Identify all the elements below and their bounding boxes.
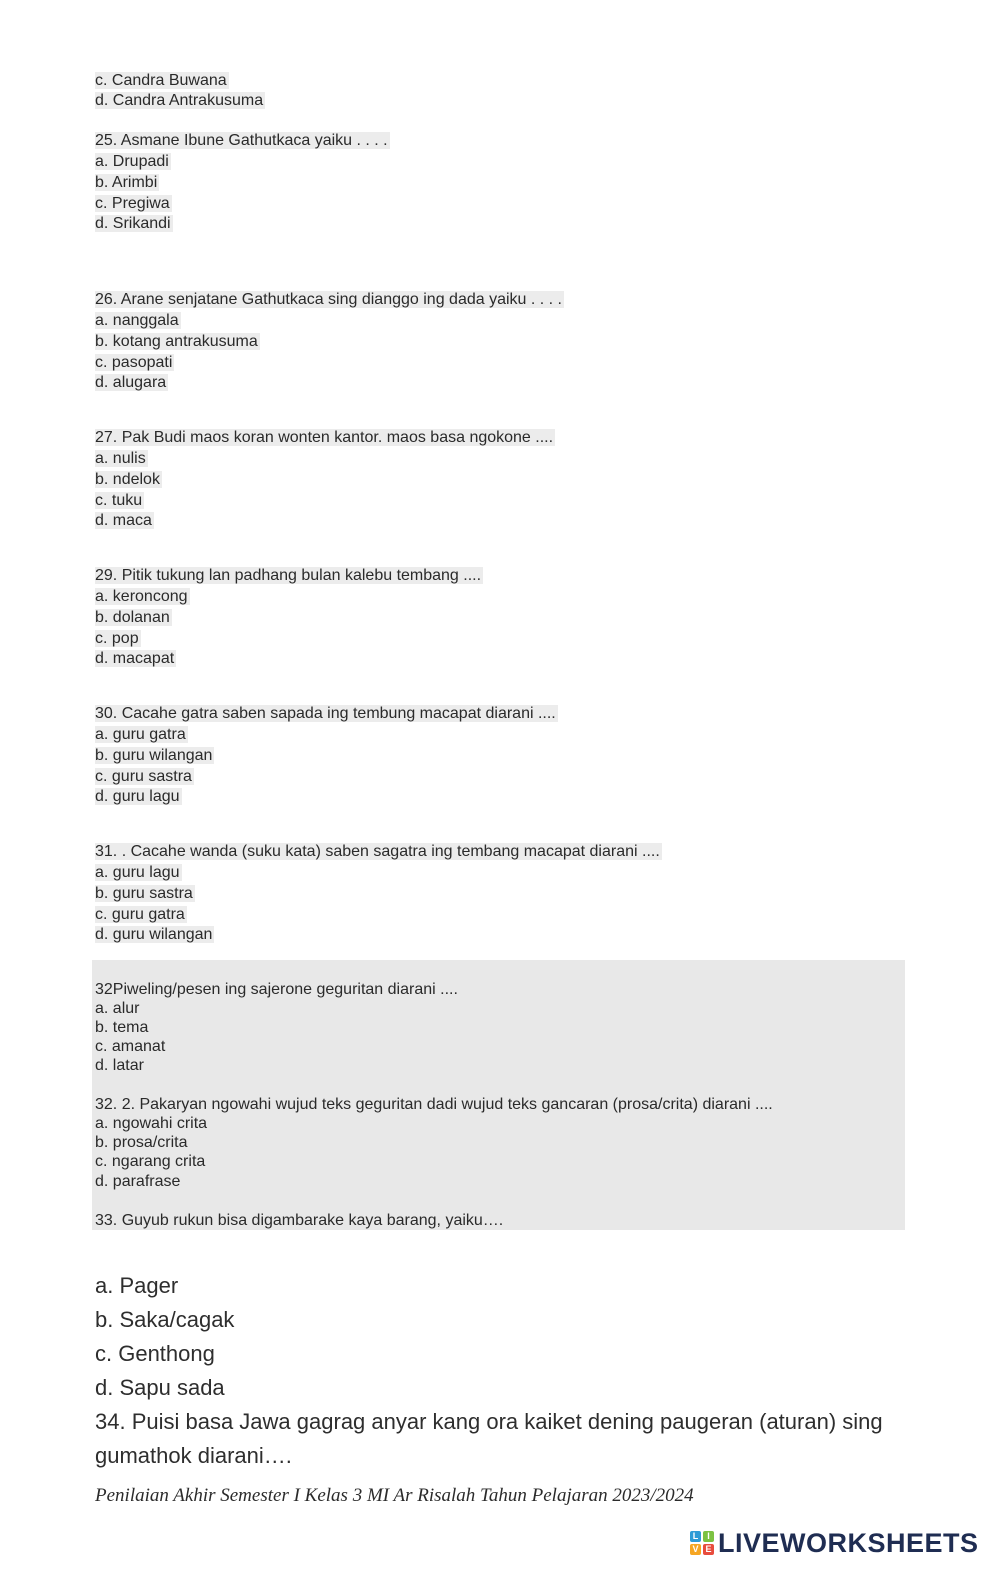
option-line — [95, 1374, 225, 1402]
option-text: a. nanggala — [95, 312, 179, 329]
option-text: d. maca — [95, 512, 152, 529]
liveworksheets-logo — [690, 1527, 979, 1559]
question-34-cont — [95, 1442, 292, 1470]
option-text: c. pasopati — [95, 354, 173, 371]
question-34 — [95, 1408, 883, 1436]
option-text: b. prosa/crita — [95, 1134, 188, 1151]
question-32 — [95, 980, 458, 1000]
option-line — [95, 608, 172, 628]
question-text: gumathok diarani…. — [95, 1443, 292, 1468]
logo-tile: V — [690, 1544, 701, 1555]
option-text: a. keroncong — [95, 588, 188, 605]
option-line — [95, 152, 171, 172]
logo-tile: I — [703, 1531, 714, 1542]
question-30 — [95, 704, 558, 724]
question-text: 31. . Cacahe wanda (suku kata) saben sagatra ing tembang macapat diarani .... — [95, 843, 660, 860]
option-text: d. guru lagu — [95, 788, 180, 805]
option-line — [95, 1152, 205, 1172]
option-line — [95, 1018, 148, 1038]
option-line — [95, 1172, 180, 1192]
option-line — [95, 449, 148, 469]
option-text: a. Pager — [95, 1273, 179, 1298]
option-line — [95, 925, 214, 945]
question-text: 32Piweling/pesen ing sajerone geguritan diarani .... — [95, 981, 458, 998]
option-text: b. Arimbi — [95, 174, 158, 191]
option-line — [95, 1114, 207, 1134]
option-line — [95, 470, 162, 490]
question-text: 27. Pak Budi maos koran wonten kantor. maos basa ngokone .... — [95, 429, 554, 446]
option-line — [95, 353, 174, 373]
option-text: d. Sapu sada — [95, 1375, 225, 1400]
option-text: b. kotang antrakusuma — [95, 333, 258, 350]
option-text: a. guru lagu — [95, 864, 180, 881]
option-line — [95, 332, 260, 352]
option-line — [95, 884, 195, 904]
option-text: d. parafrase — [95, 1173, 181, 1190]
question-text: 25. Asmane Ibune Gathutkaca yaiku . . . . — [95, 132, 388, 149]
option-line — [95, 173, 159, 193]
option-text: c. Genthong — [95, 1341, 215, 1366]
option-text: b. guru wilangan — [95, 747, 213, 764]
option-line — [95, 587, 190, 607]
option-line — [95, 194, 172, 214]
option-text: c. Pregiwa — [95, 195, 170, 212]
question-text: 29. Pitik tukung lan padhang bulan kalebu tembang .... — [95, 567, 482, 584]
page-footer: Penilaian Akhir Semester I Kelas 3 MI Ar Risalah Tahun Pelajaran 2023/2024 — [95, 1485, 694, 1506]
option-text: b. ndelok — [95, 471, 160, 488]
option-line — [95, 1133, 187, 1153]
option-text: d. guru wilangan — [95, 926, 213, 943]
logo-text: LIVEWORKSHEETS — [718, 1527, 979, 1558]
option-line — [95, 91, 265, 111]
question-29 — [95, 566, 483, 586]
option-text: d. alugara — [95, 374, 167, 391]
option-line — [95, 1037, 165, 1057]
option-text: a. Drupadi — [95, 153, 169, 170]
option-text: a. ngowahi crita — [95, 1115, 208, 1132]
option-line — [95, 1306, 234, 1334]
option-text: c. ngarang crita — [95, 1153, 206, 1170]
question-31 — [95, 842, 662, 862]
option-line — [95, 511, 154, 531]
option-line — [95, 491, 144, 511]
logo-tile: L — [690, 1531, 701, 1542]
option-text: a. nulis — [95, 450, 146, 467]
question-26 — [95, 290, 564, 310]
option-line — [95, 629, 141, 649]
option-text: d. Srikandi — [95, 215, 171, 232]
option-text: c. tuku — [95, 492, 143, 509]
question-25 — [95, 131, 390, 151]
option-line — [95, 373, 168, 393]
option-line — [95, 905, 187, 925]
option-text: d. Candra Antrakusuma — [95, 92, 264, 109]
option-text: b. dolanan — [95, 609, 170, 626]
option-text: a. alur — [95, 1000, 140, 1017]
option-text: c. guru gatra — [95, 906, 185, 923]
option-line — [95, 767, 194, 787]
question-32-2 — [95, 1095, 773, 1115]
option-line — [95, 725, 188, 745]
option-line — [95, 1056, 144, 1076]
option-line — [95, 649, 176, 669]
option-text: a. guru gatra — [95, 726, 186, 743]
option-text: c. pop — [95, 630, 139, 647]
option-line — [95, 1272, 178, 1300]
question-text: 26. Arane senjatane Gathutkaca sing dianggo ing dada yaiku . . . . — [95, 291, 562, 308]
option-line — [95, 214, 173, 234]
option-line — [95, 863, 182, 883]
option-text: d. latar — [95, 1057, 144, 1074]
option-line — [95, 311, 181, 331]
option-text: d. macapat — [95, 650, 175, 667]
option-line — [95, 746, 214, 766]
question-text: 34. Puisi basa Jawa gagrag anyar kang ora kaiket dening paugeran (aturan) sing — [95, 1409, 883, 1434]
option-line — [95, 787, 182, 807]
question-text: 33. Guyub rukun bisa digambarake kaya barang, yaiku…. — [95, 1212, 504, 1229]
option-text: c. Candra Buwana — [95, 72, 227, 89]
option-line — [95, 1340, 215, 1368]
option-line — [95, 71, 229, 91]
logo-icon — [690, 1531, 714, 1555]
option-text: b. tema — [95, 1019, 149, 1036]
logo-tile: E — [703, 1544, 714, 1555]
question-33 — [95, 1211, 503, 1231]
question-text: 32. 2. Pakaryan ngowahi wujud teks geguritan dadi wujud teks gancaran (prosa/crita) diarani .... — [95, 1096, 773, 1113]
option-text: b. Saka/cagak — [95, 1307, 235, 1332]
option-text: c. guru sastra — [95, 768, 192, 785]
question-27 — [95, 428, 555, 448]
question-text: 30. Cacahe gatra saben sapada ing tembung macapat diarani .... — [95, 705, 556, 722]
option-line — [95, 999, 139, 1019]
option-text: c. amanat — [95, 1038, 166, 1055]
option-text: b. guru sastra — [95, 885, 193, 902]
